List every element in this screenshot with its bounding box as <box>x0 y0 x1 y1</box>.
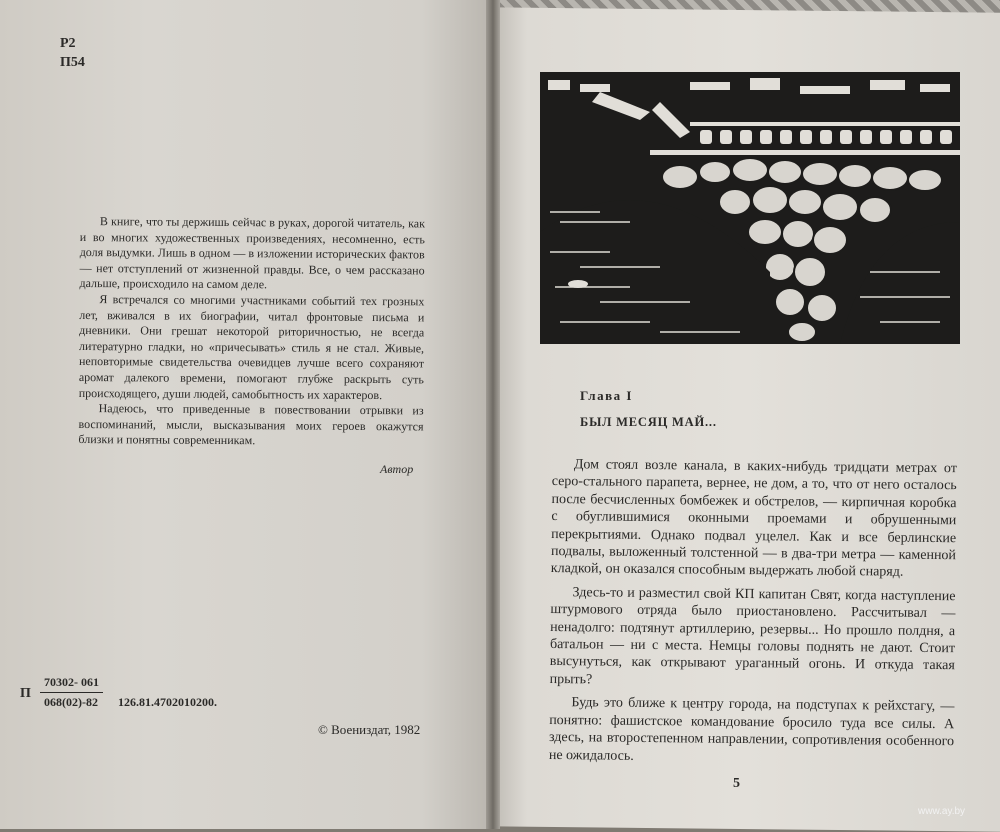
bridge-engraving-illustration <box>540 72 960 344</box>
page-number: 5 <box>733 776 740 791</box>
book-gutter <box>486 0 500 829</box>
preface-paragraph: В книге, что ты держишь сейчас в руках, дорогой читатель, как и во многих художественных произведениях, несомненно, есть доля выдумки. Лишь в одном — в изложении исторических фактов — нет отступлений от жизненной правды. Все, о чем рассказано дальше, происходило на самом деле. <box>79 214 425 292</box>
preface-paragraph: Надеюсь, что приведенные в повествовании отрывки из воспоминаний, мысли, высказывания моих героев окажутся близки и понятны современникам. <box>78 401 424 448</box>
left-page <box>0 0 496 829</box>
publisher-code-fraction <box>40 675 103 712</box>
body-paragraph: Здесь-то и разместил свой КП капитан Свят, когда наступление штурмового отряда было приостановлено. Рассчитывал — ненадолго: подтянут артиллерию, резервы... Но прошло полдня, а батальон — ни с места. Немцы головы поднять не дают. Стоит высунуться, как открывают ураганный огонь. И откуда такая прыть? <box>549 585 956 688</box>
chapter-body <box>549 456 957 774</box>
publisher-code-prefix: П <box>20 686 31 701</box>
library-code-1: Р2 <box>60 36 76 51</box>
preface-signature: Автор <box>380 462 414 476</box>
body-paragraph: Дом стоял возле канала, в каких-нибудь тридцати метрах от серо-стального парапета, вернее, не дом, а то, что от него осталось после бесчисленных бомбежек и обстрелов, — кирпичная коробка с обуглившимися оконными проемами и обрушенными перекрытиями. Однако подвал уцелел. Как и все берлинские подвалы, выложенный толстенной — в два-три метра — каменной кладкой, он оказался способным выдержать любой снаряд. <box>550 457 957 581</box>
publisher-code-numerator: 70302- 061 <box>40 675 103 693</box>
site-watermark: www.ay.by <box>918 806 966 817</box>
library-codes <box>60 34 85 72</box>
preface-paragraph: Я встречался со многими участниками событий тех грозных лет, вживался в их биографии, читал фронтовые письма и дневники. Они грешат некоторой риторичностью, не всегда литературно гладки, но «причесывать» стиль я не стал. Живые, неповторимые свидетельства очевидцев лучше всего сохраняют аромат далекого времени, помогают глубже раскрыть суть происходящего, души людей, самобытность их характеров. <box>78 292 425 402</box>
publisher-code-number: 126.81.4702010200. <box>118 695 217 709</box>
chapter-label: Глава I <box>580 388 633 403</box>
body-paragraph: Будь это ближе к центру города, на подступах к рейхстагу, — понятно: фашистское командование бросило туда все силы. А здесь, на второстепенном направлении, сопротивления особенного не ожидалось. <box>548 695 955 764</box>
copyright: © Воениздат, 1982 <box>318 722 421 737</box>
preface <box>78 214 425 450</box>
publisher-code-denominator: 068(02)-82 <box>44 695 98 709</box>
chapter-title: БЫЛ МЕСЯЦ МАЙ... <box>580 415 717 429</box>
library-code-2: П54 <box>60 55 85 70</box>
